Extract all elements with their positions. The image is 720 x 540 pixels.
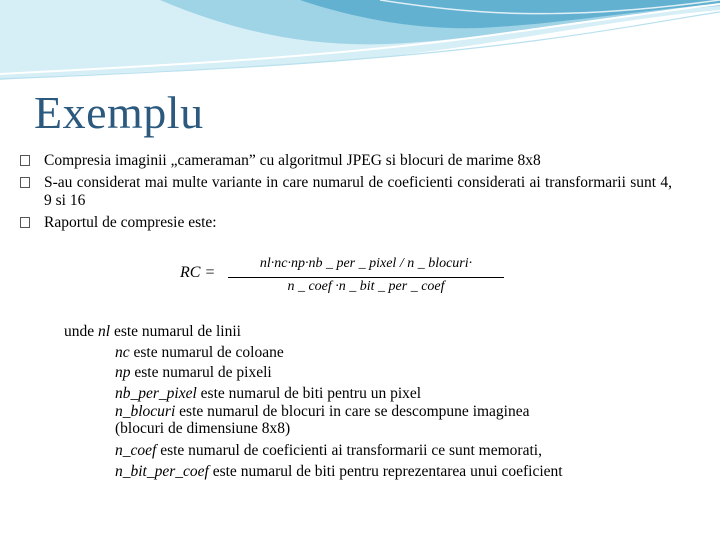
definition-text: este numarul de biti pentru un pixel <box>196 384 422 402</box>
definition-variable: n_blocuri <box>115 403 176 420</box>
definition-row <box>64 322 664 343</box>
definition-row <box>64 462 664 483</box>
definition-row <box>64 420 664 438</box>
definition-text: este numarul de blocuri in care se descompune imaginea <box>175 403 530 420</box>
definition-row <box>64 384 664 405</box>
definition-variable: nb_per_pixel <box>115 384 197 402</box>
definition-text: (blocuri de dimensiune 8x8) <box>115 420 291 437</box>
bullet-item <box>20 174 672 210</box>
bullet-item <box>20 214 672 232</box>
bullet-text: Compresia imaginii „cameraman” cu algoritmul JPEG si blocuri de marime 8x8 <box>44 152 541 169</box>
definition-variable: nl <box>98 323 111 340</box>
definition-row <box>64 343 664 364</box>
formula-lhs: RC = <box>180 264 216 281</box>
compression-ratio-formula <box>176 250 516 300</box>
bullet-item <box>20 152 672 170</box>
bullet-box-icon <box>20 177 30 188</box>
fraction-bar <box>228 277 504 278</box>
definition-row <box>64 441 664 462</box>
bullet-list <box>20 152 672 236</box>
bullet-text: Raportul de compresie este: <box>44 214 217 231</box>
definition-text: este numarul de coeficienti ai transformarii ce sunt memorati, <box>156 442 542 459</box>
formula-denominator: n _ coef ·n _ bit _ per _ coef <box>287 279 445 294</box>
variable-definitions <box>64 322 664 482</box>
definition-text: este numarul de coloane <box>129 343 284 361</box>
bullet-box-icon <box>20 217 30 228</box>
definition-text: este numarul de biti pentru reprezentarea unui coeficient <box>208 462 563 480</box>
slide-title: Exemplu <box>34 87 204 138</box>
definition-row <box>64 404 664 420</box>
definition-intro: unde <box>64 323 95 340</box>
bullet-box-icon <box>20 155 30 166</box>
definition-text: este numarul de linii <box>110 323 241 340</box>
header-decoration <box>0 0 720 90</box>
definition-variable: n_coef <box>115 442 157 459</box>
definition-variable: np <box>115 364 131 381</box>
definition-variable: nc <box>115 343 130 361</box>
definition-variable: n_bit_per_coef <box>115 462 209 480</box>
formula-numerator: nl·nc·np·nb _ per _ pixel / n _ blocuri· <box>259 256 473 271</box>
definition-row <box>64 363 664 384</box>
bullet-text: S-au considerat mai multe variante in care numarul de coeficienti considerati ai transformarii sunt 4, 9 si 16 <box>44 174 672 209</box>
definition-text: este numarul de pixeli <box>130 364 272 381</box>
